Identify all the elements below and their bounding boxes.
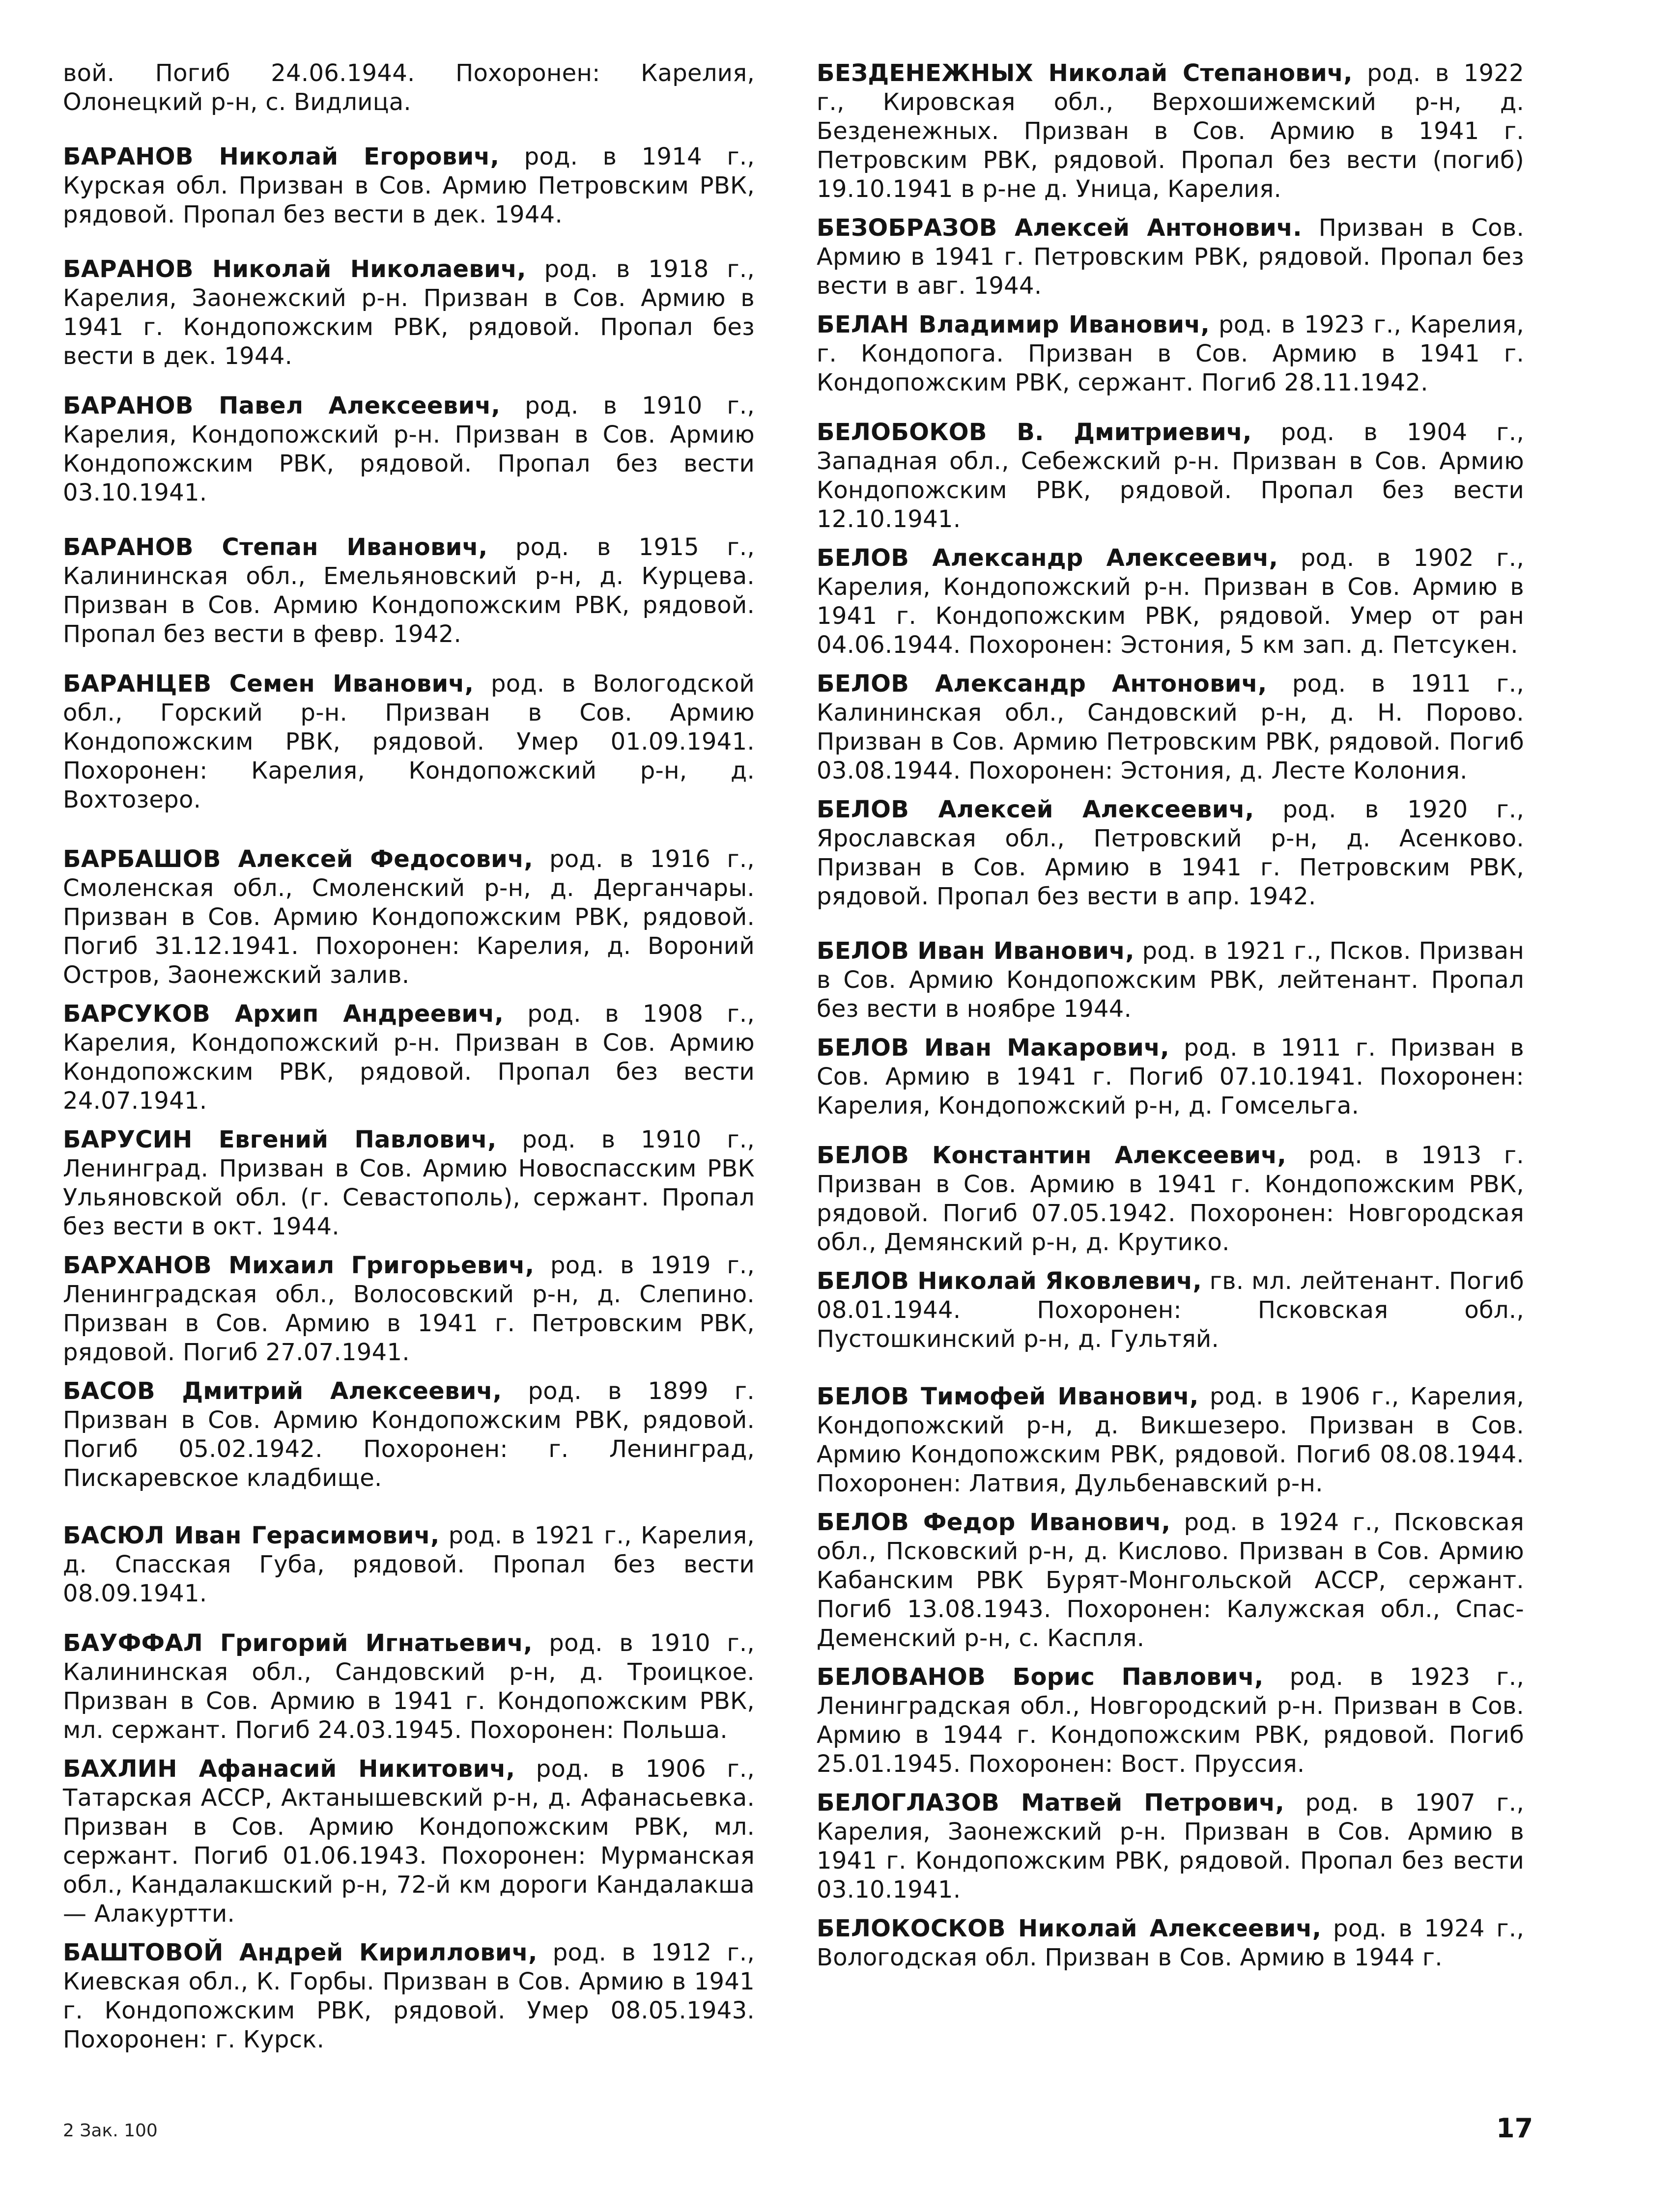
entry: БЕЛОВ Тимофей Иванович, род. в 1906 г., Карелия, Кондопожский р-н, д. Викшезеро. Призван в Сов. Армию Кондопожским РВК, рядовой. Погиб 08.08.1944. Похоронен: Латвия, Дульбенавский р-н.: [817, 1383, 1524, 1497]
entry: БЕЗДЕНЕЖНЫХ Николай Степанович, род. в 1922 г., Кировская обл., Верхошижемский р-н, д. Безденежных. Призван в Сов. Армию в 1941 г. Петровским РВК, рядовой. Пропал без вести (погиб) 19.10.1941 в р-не д. Уница, Карелия.: [817, 59, 1524, 203]
entry: БАХЛИН Афанасий Никитович, род. в 1906 г., Татарская АССР, Актанышевский р-н, д. Афанасьевка. Призван в Сов. Армию Кондопожским РВК, мл. сержант. Погиб 01.06.1943. Похоронен: Мурманская обл., Кандалакшский р-н, 72-й км дороги Кандалакша — Алакуртти.: [63, 1755, 755, 1928]
entry: БЕЗОБРАЗОВ Алексей Антонович. Призван в Сов. Армию в 1941 г. Петровским РВК, рядовой. Пропал без вести в авг. 1944.: [817, 214, 1525, 300]
entry: БАРАНОВ Николай Николаевич, род. в 1918 г., Карелия, Заонежский р-н. Призван в Сов. Армию в 1941 г. Кондопожским РВК, рядовой. Пропал без вести в дек. 1944.: [63, 255, 755, 370]
entry: БЕЛОВ Александр Алексеевич, род. в 1902 г., Карелия, Кондопожский р-н. Призван в Сов. Армию в 1941 г. Кондопожским РВК, рядовой. Умер от ран 04.06.1944. Похоронен: Эстония, 5 км зап. д. Петсукен.: [817, 544, 1525, 659]
left-column: [63, 59, 755, 2054]
entry: БАРБАШОВ Алексей Федосович, род. в 1916 г., Смоленская обл., Смоленский р-н, д. Дерганчары. Призван в Сов. Армию Кондопожским РВК, рядовой. Погиб 31.12.1941. Похоронен: Карелия, д. Вороний Остров, Заонежский залив.: [63, 845, 755, 989]
entry: БЕЛОБОКОВ В. Дмитриевич, род. в 1904 г., Западная обл., Себежский р-н. Призван в Сов. Армию Кондопожским РВК, рядовой. Пропал без вести 12.10.1941.: [817, 419, 1525, 533]
entry: БАРАНЦЕВ Семен Иванович, род. в Вологодской обл., Горский р-н. Призван в Сов. Армию Кондопожским РВК, рядовой. Умер 01.09.1941. Похоронен: Карелия, Кондопожский р-н, д. Вохтозеро.: [63, 670, 755, 813]
entry: БАШТОВОЙ Андрей Кириллович, род. в 1912 г., Киевская обл., К. Горбы. Призван в Сов. Армию в 1941 г. Кондопожским РВК, рядовой. Умер 08.05.1943. Похоронен: г. Курск.: [63, 1939, 755, 2053]
entry: БАРАНОВ Степан Иванович, род. в 1915 г., Калининская обл., Емельяновский р-н, д. Курцева. Призван в Сов. Армию Кондопожским РВК, рядовой. Пропал без вести в февр. 1942.: [63, 533, 755, 648]
entry: БАРХАНОВ Михаил Григорьевич, род. в 1919 г., Ленинградская обл., Волосовский р-н, д. Слепино. Призван в Сов. Армию в 1941 г. Петровским РВК, рядовой. Погиб 27.07.1941.: [63, 1252, 755, 1366]
page-number: 17: [1496, 2113, 1533, 2144]
entry: БАСЮЛ Иван Герасимович, род. в 1921 г., Карелия, д. Спасская Губа, рядовой. Пропал без вести 08.09.1941.: [63, 1522, 755, 1607]
entry: БЕЛОГЛАЗОВ Матвей Петрович, род. в 1907 г., Карелия, Заонежский р-н. Призван в Сов. Армию в 1941 г. Кондопожским РВК, рядовой. Пропал без вести 03.10.1941.: [817, 1789, 1525, 1904]
entry: БАРАНОВ Павел Алексеевич, род. в 1910 г., Карелия, Кондопожский р-н. Призван в Сов. Армию Кондопожским РВК, рядовой. Пропал без вести 03.10.1941.: [63, 392, 755, 506]
entry: БЕЛОВАНОВ Борис Павлович, род. в 1923 г., Ленинградская обл., Новгородский р-н. Призван в Сов. Армию в 1944 г. Кондопожским РВК, рядовой. Погиб 25.01.1945. Похоронен: Вост. Пруссия.: [817, 1663, 1524, 1778]
entry: вой. Погиб 24.06.1944. Похоронен: Карелия, Олонецкий р-н, с. Видлица.: [63, 59, 755, 116]
print-order-code: 2 Зак. 100: [63, 2121, 158, 2141]
entry: БАСОВ Дмитрий Алексеевич, род. в 1899 г. Призван в Сов. Армию Кондопожским РВК, рядовой. Погиб 05.02.1942. Похоронен: г. Ленинград, Пискаревское кладбище.: [63, 1377, 755, 1492]
entry: БЕЛОКОСКОВ Николай Алексеевич, род. в 1924 г., Вологодская обл. Призван в Сов. Армию в 1944 г.: [817, 1915, 1525, 1971]
entry: БАУФФАЛ Григорий Игнатьевич, род. в 1910 г., Калининская обл., Сандовский р-н, д. Троицкое. Призван в Сов. Армию в 1941 г. Кондопожским РВК, мл. сержант. Погиб 24.03.1945. Похоронен: Польша.: [63, 1629, 755, 1744]
entry: БАРСУКОВ Архип Андреевич, род. в 1908 г., Карелия, Кондопожский р-н. Призван в Сов. Армию Кондопожским РВК, рядовой. Пропал без вести 24.07.1941.: [63, 1000, 755, 1115]
entry: БЕЛОВ Иван Иванович, род. в 1921 г., Псков. Призван в Сов. Армию Кондопожским РВК, лейтенант. Пропал без вести в ноябре 1944.: [817, 937, 1524, 1023]
entry: БЕЛАН Владимир Иванович, род. в 1923 г., Карелия, г. Кондопога. Призван в Сов. Армию в 1941 г. Кондопожским РВК, сержант. Погиб 28.11.1942.: [817, 311, 1524, 396]
entry: БАРУСИН Евгений Павлович, род. в 1910 г., Ленинград. Призван в Сов. Армию Новоспасским РВК Ульяновской обл. (г. Севастополь), сержант. Пропал без вести в окт. 1944.: [63, 1126, 755, 1240]
entry: БЕЛОВ Федор Иванович, род. в 1924 г., Псковская обл., Псковский р-н, д. Кислово. Призван в Сов. Армию Кабанским РВК Бурят-Монгольской АССР, сержант. Погиб 13.08.1943. Похоронен: Калужская обл., Спас-Деменский р-н, с. Каспля.: [817, 1509, 1525, 1652]
entry: БЕЛОВ Алексей Алексеевич, род. в 1920 г., Ярославская обл., Петровский р-н, д. Асенково. Призван в Сов. Армию в 1941 г. Петровским РВК, рядовой. Пропал без вести в апр. 1942.: [817, 796, 1524, 910]
entry: БЕЛОВ Николай Яковлевич, гв. мл. лейтенант. Погиб 08.01.1944. Похоронен: Псковская обл., Пустошкинский р-н, д. Гультяй.: [817, 1267, 1524, 1353]
entry: БЕЛОВ Константин Алексеевич, род. в 1913 г. Призван в Сов. Армию в 1941 г. Кондопожским РВК, рядовой. Погиб 07.05.1942. Похоронен: Новгородская обл., Демянский р-н, д. Крутико.: [817, 1142, 1524, 1256]
entry: БЕЛОВ Иван Макарович, род. в 1911 г. Призван в Сов. Армию в 1941 г. Погиб 07.10.1941. Похоронен: Карелия, Кондопожский р-н, д. Гомсельга.: [817, 1034, 1524, 1120]
entry: БЕЛОВ Александр Антонович, род. в 1911 г., Калининская обл., Сандовский р-н, д. Н. Порово. Призван в Сов. Армию Петровским РВК, рядовой. Погиб 03.08.1944. Похоронен: Эстония, д. Лесте Колония.: [817, 670, 1525, 784]
entry: БАРАНОВ Николай Егорович, род. в 1914 г., Курская обл. Призван в Сов. Армию Петровским РВК, рядовой. Пропал без вести в дек. 1944.: [63, 143, 755, 228]
right-column: [817, 59, 1524, 1972]
